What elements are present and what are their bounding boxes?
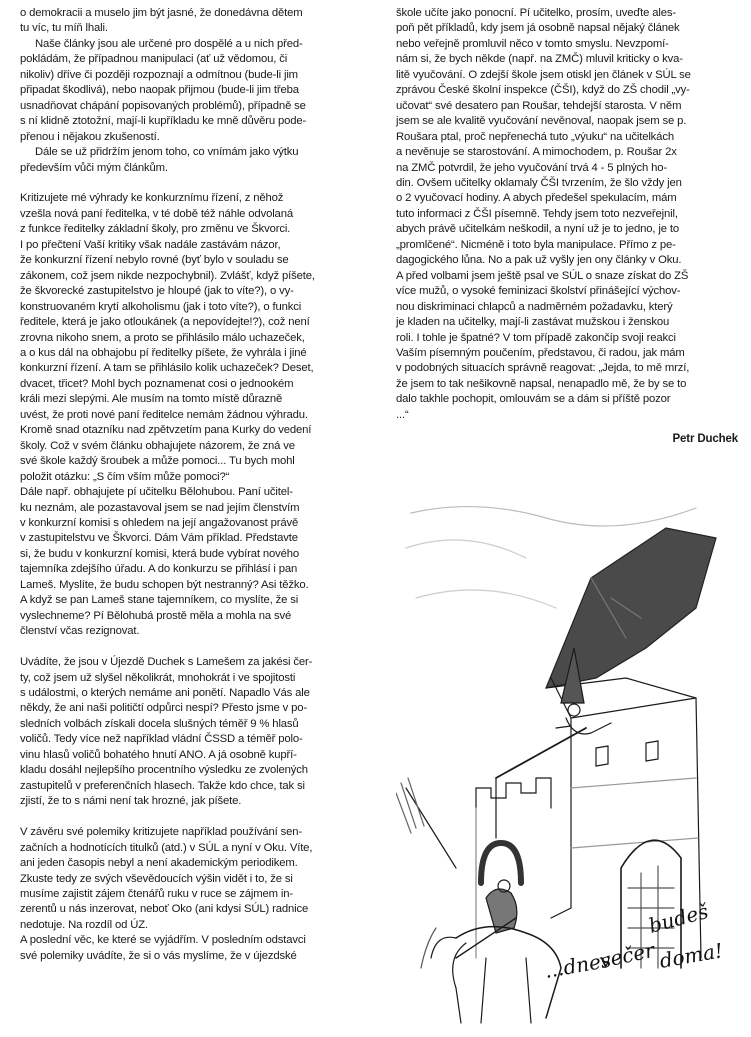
- cartoon-caption: [543, 899, 725, 983]
- caption-word: ...dnes: [542, 947, 613, 983]
- article-paragraph: V závěru své polemiky kritizujete například používání sen- začních a hodnotících titulků (atd.) v SÚL a nyní v Oku. Víte, ani jeden časopis nebyl a není akademickým periodikem. Zkuste tedy ze svých vševědoucích výšin vidět i to, že si musíme zajistit zájem čtenářů ruku v ruce se zájmem in- zerentů u nás inzerovat, neboť Oko (ani kdysi SÚL) radnice nedotuje. Na rozdíl od ÚZ. A poslední věc, ke které se vyjádřím. V posledním odstavci své polemiky uvádíte, že si o vás myslíme, že v újezdské: [20, 826, 313, 962]
- caption-word: doma!: [657, 938, 725, 973]
- article-paragraph: Uvádíte, že jsou v Újezdě Duchek s Lamešem za jakési čer- ty, což jsem už slyšel několikrát, mnohokrát i ve spojitosti s událostmi, o kterých nemáme ani ponětí. Napadlo Vás ale někdy, že ani naši političtí odpůrci nespí? Přesto jsme v po- sledních volbách získali docela slušných téměř 9 % hlasů voličů. Tedy více než například vládní ČSSD a téměř polo- vinu hlasů voličů bohatého hnutí ANO. A já osobně kupří- kladu dosáhl nejlepšího procentního výsledku ze zvolených zastupitelů v preferenčních hlasech. Takže kdo chce, tak si zjistí, že to s námi není tak hrozné, jak píšete.: [20, 656, 313, 808]
- author-signature: Petr Duchek: [672, 433, 738, 446]
- caption-word: večer: [597, 937, 657, 973]
- left-text-column: [20, 6, 372, 964]
- article-paragraph: Dále se už přidržím jenom toho, co vnímám jako výtku především vůči mým článkům.: [20, 146, 299, 174]
- cartoon-drawing: [396, 488, 746, 1033]
- article-paragraph: o demokracii a muselo jim být jasné, že donedávna dětem tu víc, tu míň lhali.: [20, 7, 303, 35]
- caption-word: budeš: [646, 898, 711, 938]
- article-paragraph: škole učíte jako ponocní. Pí učitelko, prosím, uveďte ales- poň pět příkladů, kdy jsem já osobně napsal nějaký článek nebo veřejně promluvil něco v tomto smyslu. Nevzpomí- nám si, že bych někde (např. na ZMČ) mluvil kriticky o kva- litě vyučování. O zdejší škole jsem otiskl jen článek v SÚL se zprávou České školní inspekce (ČŠI), když do ZŠ chodil „vy- učovat“ své desatero pan Roušar, tehdejší starosta. V něm jsem se ale kvalitě vyučování nevěnoval, naopak jsem se p. Roušara ptal, proč nepřenechá tuto „výuku“ na učitelkách a nevěnuje se starostování. A mimochodem, p. Roušar 2x na ZMČ potvrdil, že jeho vyučování trvá 4 - 5 plných ho- din. Ovšem učitelky oklamaly ČŠI tvrzením, že šlo vždy jen o 2 vyučovací hodiny. A abych předešel spekulacím, mám tuto informaci z ČŠI písemně. Tehdy jsem toto nezveřejnil, abych právě učitelkám neškodil, a nyní už je to jedno, je to „promlčené“. Nicméně i toto byla manipulace. Přímo z pe- dagogického lůna. No a pak už vyšly jen ony články v Oku. A před volbami jsem ještě psal ve SÚL o snaze získat do ZŠ více mužů, o vysoké feminizaci školství přinášející výchov- nou diskriminaci chlapců a nadměrném požadavku, který je kladen na učitelky, mají-li zastávat mužskou i ženskou roli. I tohle je špatné? V tom případě zakončíp svoji reakci Vaším písemným poučením, představou, či radou, jak mám v podobných situacích správně reagovat: „Jejda, to mě mrzí, že jsem to tak nešikovně napsal, nenapadlo mě, že by se to dalo takhle pochopit, omlouvám se a dám si příště pozor ...“: [396, 7, 691, 421]
- cartoon-illustration: [396, 488, 746, 1033]
- article-paragraph: Naše články jsou ale určené pro dospělé a u nich před- pokládám, že případnou manipulaci (ať už vědomou, či nikoliv) dříve či později rozpoznají a odmítnou (bude-li jim připadat škodlivá), nebo naopak přijmou (bude-li jim třeba usnadňovat chápání popisovaných problémů), případně se s ní klidně ztotožní, mají-li kupříkladu ke mně důvěru pode- přenou i nějakou zkušeností.: [20, 37, 307, 143]
- right-text-column: [396, 6, 738, 448]
- article-paragraph: Kritizujete mé výhrady ke konkurznímu řízení, z něhož vzešla nová paní ředitelka, v té době též náhle odvolaná z funkce ředitelky základní školy, pro změnu ve Škvorci. I po přečtení Vaší kritiky však nadále zastávám názor, že konkurzní řízení nebylo rovné (byť bylo v souladu se zákonem, což jsem nikde nezpochybnil). Zvlášť, když píšete, že škvorecké zastupitelstvo je hloupé (jak to víte?), o vy- konstruovaném krytí alkoholismu (jak i toto víte?), o funkci ředitele, která je jako otloukánek (a nepovídejte!?), což není zrovna nikoho snem, a proto se přihlásilo málo uchazeček, a o kus dál na obhajobu pí ředitelky píšete, že vyhrála i jiné konkurzní řízení. A tam se přihlásilo kolik uchazeček? Deset, dvacet, třicet? Mohl bych poznamenat cosi o jednookém králi mezi slepými. Ale musím na tomto místě důrazně uvést, že proti nové paní ředitelce nemám žádnou výhradu. Kromě snad otazníku nad zpětvzetím pana Kurky do vedení školy. Což v svém článku obhajujete názorem, že zná ve své škole každý šroubek a může pomoci... Tu bych mohl položit otázku: „S čím vším může pomoci?“ Dále např. obhajujete pí učitelku Bělohubou. Paní učitel- ku neznám, ale pozastavoval jsem se nad jejím členstvím v konkurzní komisi s ohledem na její angažovanost právě v zastupitelstvu ve Škvorci. Dám Vám příklad. Představte si, že budu v konkurzní komisi, která bude vybírat nového tajemníka zdejšího úřadu. A do konkurzu se přihlásí i pan Lameš. Myslíte, že budu schopen být nestranný? Asi těžko. A když se pan Lameš stane tajemníkem, co myslíte, že si vyslechneme? Pí Bělohubá prostě měla a mohla na své členství včas rezignovat.: [20, 192, 315, 638]
